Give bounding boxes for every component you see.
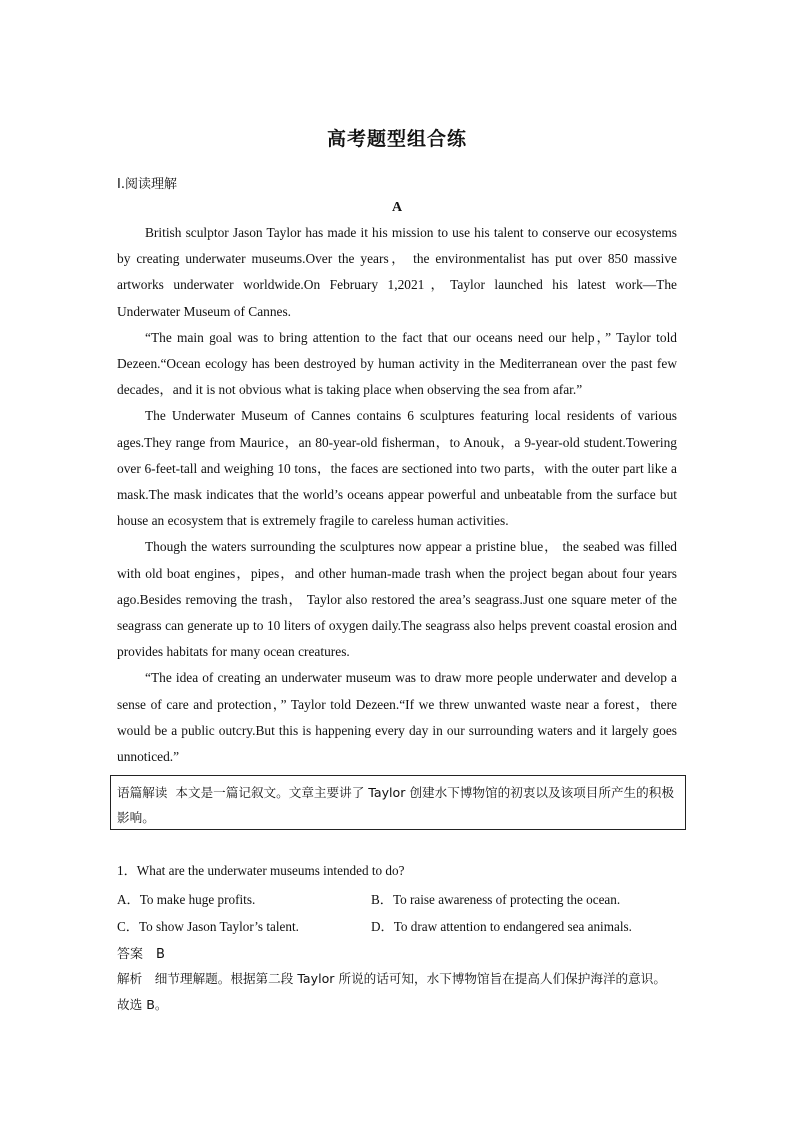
explanation: 解析 细节理解题。根据第二段 Taylor 所说的话可知，水下博物馆旨在提高人们保护海洋的意识。故选 B。 (117, 971, 666, 1012)
question-stem: 1．What are the underwater museums intended to do? (117, 863, 405, 878)
paragraph-3: The Underwater Museum of Cannes contains 6 sculptures featuring local residents of various ages.They range from Maurice，an 80-year-old fisherman，to Anouk，a 9-year-old student.Towering over 6-feet-tall and weighing 10 tons，the faces are sectioned into two parts，with the outer part like a mask.The mask indicates that the world’s oceans appear powerful and unbeatable from the surface but house an ecosystem that is extremely fragile to careless human activities. (117, 408, 677, 529)
summary-tag: 语篇解读 (117, 785, 168, 800)
passage-body (117, 220, 677, 770)
page-title: 高考题型组合练 (326, 128, 467, 150)
summary-text: 本文是一篇记叙文。文章主要讲了 Taylor 创建水下博物馆的初衷以及该项目所产生的积极影响。 (117, 785, 674, 825)
option-d: D．To draw attention to endangered sea animals. (371, 919, 632, 934)
section-heading: Ⅰ.阅读理解 (117, 177, 177, 192)
option-a: A．To make huge profits. (117, 892, 256, 907)
passage-label: A (391, 200, 403, 215)
paragraph-2: “The main goal was to bring attention to the fact that our oceans need our help，” Taylor told Dezeen.“Ocean ecology has been destroyed by human activity in the Mediterranean over the past few decades，and it is not obvious what is taking place when observing the sea from afar.” (117, 329, 677, 398)
summary-box (110, 775, 686, 830)
option-c: C．To show Jason Taylor’s talent. (117, 919, 299, 934)
paragraph-5: “The idea of creating an underwater museum was to draw more people underwater and develop a sense of care and protection，” Taylor told Dezeen.“If we threw unwanted waste near a forest，there would be a public outcry.But this is happening every day in our surrounding waters and it largely goes unnoticed.” (117, 670, 677, 765)
paragraph-1: British sculptor Jason Taylor has made it his mission to use his talent to conserve our ecosystems by creating underwater museums.Over the years， the environmentalist has put over 850 massive artworks underwater worldwide.On February 1,2021，Taylor launched his latest work—The Underwater Museum of Cannes. (117, 225, 677, 319)
answer: 答案 B (117, 947, 165, 962)
paragraph-4: Though the waters surrounding the sculptures now appear a pristine blue， the seabed was filled with old boat engines，pipes，and other human-made trash when the project began about four years ago.Besides removing the trash， Taylor also restored the area’s seagrass.Just one square meter of the seagrass can generate up to 10 liters of oxygen daily.The seagrass also helps prevent coastal erosion and provides habitats for many ocean creatures. (117, 539, 677, 660)
option-b: B．To raise awareness of protecting the ocean. (371, 892, 621, 907)
